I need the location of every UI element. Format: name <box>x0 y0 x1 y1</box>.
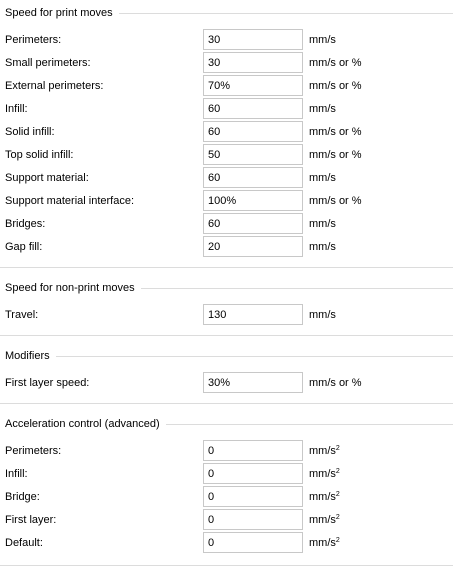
setting-label: Small perimeters: <box>5 57 91 69</box>
first-layer-speed-input[interactable] <box>203 372 303 393</box>
group-title: Modifiers <box>5 348 56 364</box>
unit-superscript: 2 <box>335 537 340 544</box>
travel-speed-input[interactable] <box>203 304 303 325</box>
group-header <box>0 416 453 432</box>
setting-label: Travel: <box>5 309 39 321</box>
unit-text: mm/s <box>309 537 336 549</box>
setting-label: External perimeters: <box>5 80 104 92</box>
group-divider <box>0 403 453 404</box>
group-divider <box>0 565 453 566</box>
setting-label: Support material: <box>5 172 89 184</box>
setting-label: Bridges: <box>5 218 46 230</box>
gap-fill-speed-input[interactable] <box>203 236 303 257</box>
perimeters-speed-input[interactable] <box>203 29 303 50</box>
setting-unit: mm/s <box>309 218 336 230</box>
setting-label: Infill: <box>5 103 28 115</box>
setting-row-bridge-acceleration <box>0 486 453 509</box>
external-perimeters-speed-input[interactable] <box>203 75 303 96</box>
perimeters-acceleration-input[interactable] <box>203 440 303 461</box>
setting-unit: mm/s or % <box>309 377 362 389</box>
group-header-line <box>5 356 453 357</box>
setting-label: First layer speed: <box>5 377 90 389</box>
bridges-speed-input[interactable] <box>203 213 303 234</box>
unit-text: mm/s <box>309 468 336 480</box>
setting-label: Perimeters: <box>5 34 62 46</box>
support-material-speed-input[interactable] <box>203 167 303 188</box>
unit-text: mm/s <box>309 491 336 503</box>
setting-unit: mm/s <box>309 241 336 253</box>
setting-label: Perimeters: <box>5 445 62 457</box>
setting-unit <box>309 532 340 555</box>
setting-row-support-material <box>0 167 453 190</box>
group-divider <box>0 267 453 268</box>
setting-row-gap-fill <box>0 236 453 259</box>
unit-text: mm/s <box>309 514 336 526</box>
setting-row-default-acceleration <box>0 532 453 555</box>
bridge-acceleration-input[interactable] <box>203 486 303 507</box>
setting-unit: mm/s or % <box>309 149 362 161</box>
unit-superscript: 2 <box>335 445 340 452</box>
group-header <box>0 280 453 296</box>
setting-label: Gap fill: <box>5 241 43 253</box>
support-material-interface-speed-input[interactable] <box>203 190 303 211</box>
group-header <box>0 5 453 21</box>
setting-label: Default: <box>5 537 43 549</box>
setting-row-bridges <box>0 213 453 236</box>
setting-unit: mm/s or % <box>309 80 362 92</box>
setting-row-first-layer-speed <box>0 372 453 395</box>
setting-unit <box>309 463 340 486</box>
setting-row-solid-infill <box>0 121 453 144</box>
group-header <box>0 348 453 364</box>
setting-label: Bridge: <box>5 491 40 503</box>
group-title: Speed for print moves <box>5 5 119 21</box>
group-divider <box>0 335 453 336</box>
setting-row-infill <box>0 98 453 121</box>
setting-label: Support material interface: <box>5 195 135 207</box>
top-solid-infill-speed-input[interactable] <box>203 144 303 165</box>
setting-row-perimeters-acceleration <box>0 440 453 463</box>
setting-label: Solid infill: <box>5 126 55 138</box>
default-acceleration-input[interactable] <box>203 532 303 553</box>
unit-text: mm/s <box>309 445 336 457</box>
group-title: Acceleration control (advanced) <box>5 416 166 432</box>
infill-acceleration-input[interactable] <box>203 463 303 484</box>
solid-infill-speed-input[interactable] <box>203 121 303 142</box>
setting-label: Infill: <box>5 468 28 480</box>
setting-row-external-perimeters <box>0 75 453 98</box>
setting-row-small-perimeters <box>0 52 453 75</box>
setting-row-first-layer-acceleration <box>0 509 453 532</box>
unit-superscript: 2 <box>335 468 340 475</box>
setting-unit: mm/s <box>309 309 336 321</box>
setting-row-perimeters <box>0 29 453 52</box>
group-title: Speed for non-print moves <box>5 280 141 296</box>
setting-unit: mm/s or % <box>309 57 362 69</box>
setting-row-support-material-interface <box>0 190 453 213</box>
setting-label: Top solid infill: <box>5 149 74 161</box>
setting-unit: mm/s <box>309 103 336 115</box>
setting-label: First layer: <box>5 514 57 526</box>
unit-superscript: 2 <box>335 514 340 521</box>
setting-row-infill-acceleration <box>0 463 453 486</box>
setting-unit: mm/s <box>309 34 336 46</box>
first-layer-acceleration-input[interactable] <box>203 509 303 530</box>
small-perimeters-speed-input[interactable] <box>203 52 303 73</box>
setting-row-travel <box>0 304 453 327</box>
setting-row-top-solid-infill <box>0 144 453 167</box>
setting-unit <box>309 486 340 509</box>
setting-unit: mm/s <box>309 172 336 184</box>
infill-speed-input[interactable] <box>203 98 303 119</box>
unit-superscript: 2 <box>335 491 340 498</box>
setting-unit: mm/s or % <box>309 195 362 207</box>
setting-unit <box>309 509 340 532</box>
setting-unit <box>309 440 340 463</box>
setting-unit: mm/s or % <box>309 126 362 138</box>
